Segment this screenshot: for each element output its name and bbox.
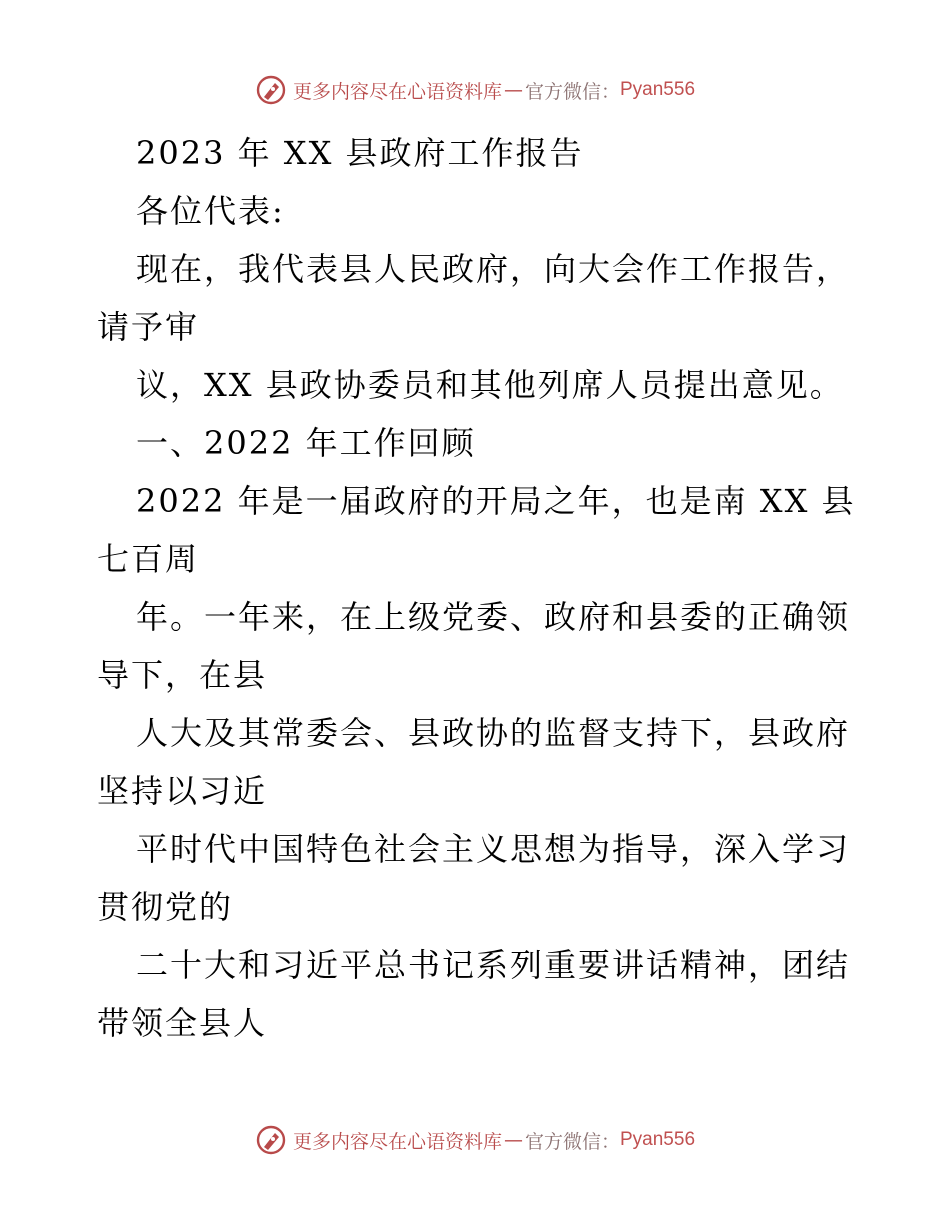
header-watermark bbox=[0, 70, 950, 110]
watermark-wechat-id: Pyan556 bbox=[620, 79, 696, 100]
paragraph-line: 人大及其常委会、县政协的监督支持下，县政府 bbox=[136, 714, 851, 752]
paragraph-line: 年。一年来，在上级党委、政府和县委的正确领 bbox=[136, 598, 851, 636]
paragraph-line: 2022 年是一届政府的开局之年，也是南 XX 县 bbox=[136, 482, 856, 520]
watermark-text: 更多内容尽在心语资料库 bbox=[292, 1130, 502, 1153]
salutation: 各位代表: bbox=[136, 192, 285, 230]
pen-nib-circle-icon bbox=[255, 1124, 287, 1156]
paragraph-line: 带领全县人 bbox=[97, 1004, 268, 1042]
paragraph-line: 请予审 bbox=[97, 308, 200, 346]
document-title: 2023 年 XX 县政府工作报告 bbox=[136, 134, 584, 172]
watermark-wechat-id: Pyan556 bbox=[620, 1129, 696, 1150]
watermark-dash: — bbox=[503, 79, 523, 101]
footer-watermark bbox=[0, 1120, 950, 1160]
paragraph-line: 七百周 bbox=[97, 540, 200, 578]
watermark-text: 更多内容尽在心语资料库 bbox=[292, 80, 502, 103]
paragraph-line: 现在，我代表县人民政府，向大会作工作报告， bbox=[136, 250, 851, 288]
pen-nib-circle-icon bbox=[255, 74, 287, 106]
paragraph-line: 议，XX 县政协委员和其他列席人员提出意见。 bbox=[136, 366, 844, 404]
paragraph-line: 导下，在县 bbox=[97, 656, 268, 694]
paragraph-line: 贯彻党的 bbox=[97, 888, 234, 926]
watermark-dash: — bbox=[503, 1129, 523, 1151]
section-heading: 一、2022 年工作回顾 bbox=[136, 424, 476, 462]
paragraph-line: 平时代中国特色社会主义思想为指导，深入学习 bbox=[136, 830, 851, 868]
watermark-wechat-label: 官方微信： bbox=[524, 1130, 620, 1153]
paragraph-line: 坚持以习近 bbox=[97, 772, 268, 810]
paragraph-line: 二十大和习近平总书记系列重要讲话精神，团结 bbox=[136, 946, 851, 984]
watermark-wechat-label: 官方微信： bbox=[524, 80, 620, 103]
